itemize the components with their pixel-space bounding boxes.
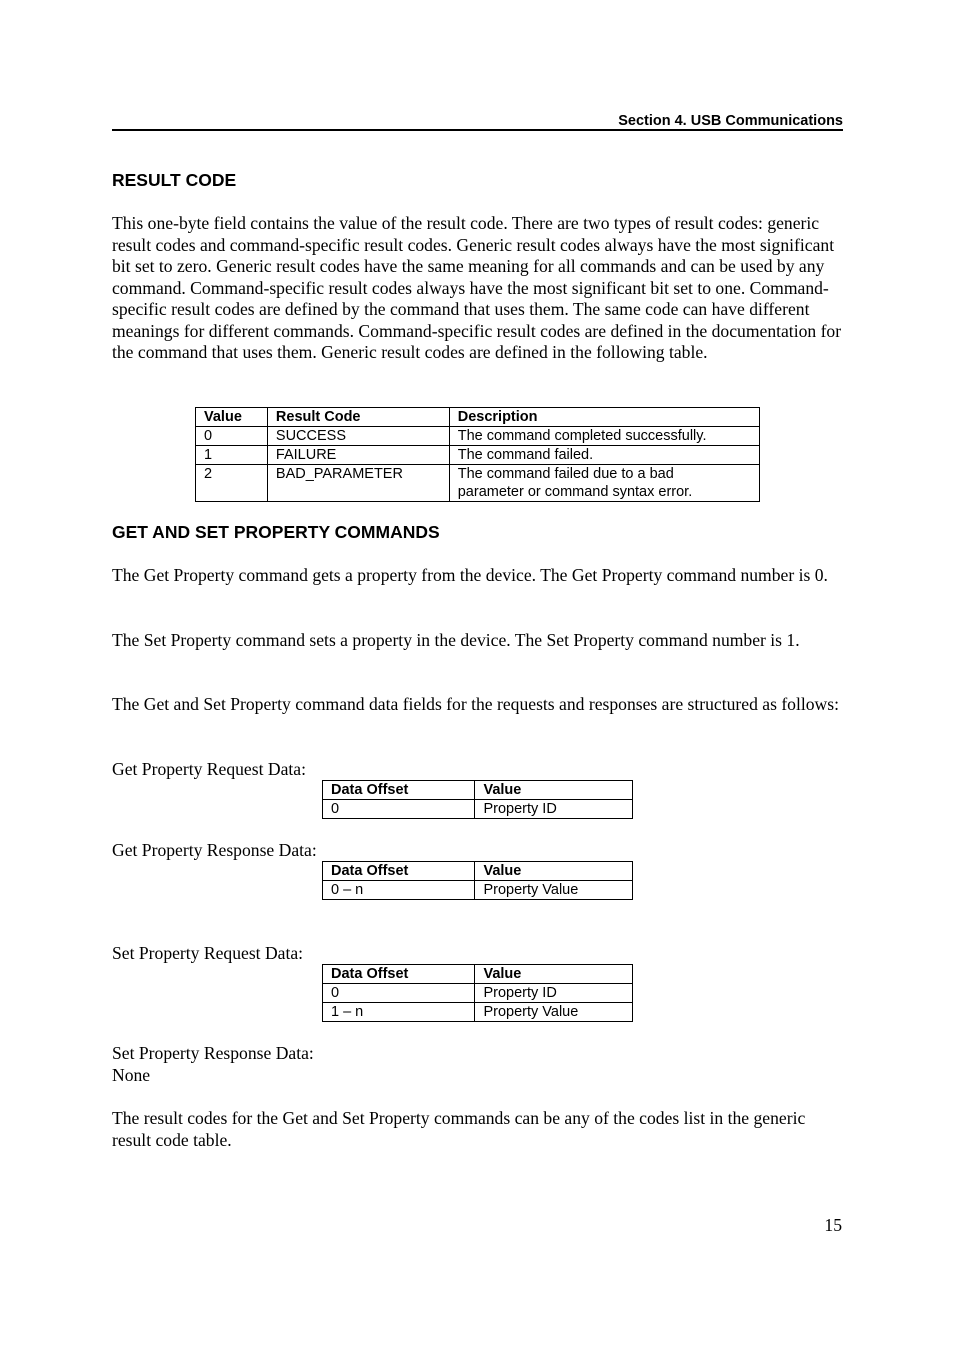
table-cell: Property Value [475,1003,633,1022]
column-header: Result Code [267,408,449,427]
table-row [196,427,760,446]
column-header: Value [475,862,633,881]
column-header: Value [475,781,633,800]
result-code-heading: RESULT CODE [112,170,237,190]
table-cell: 0 – n [323,881,475,900]
table-cell: 1 – n [323,1003,475,1022]
table-cell: 0 [323,984,475,1003]
structure-paragraph: The Get and Set Property command data fields for the requests and responses are structured as follows: [112,694,839,714]
property-heading: GET AND SET PROPERTY COMMANDS [112,522,440,542]
get-response-label: Get Property Response Data: [112,840,317,860]
table-row [196,465,760,502]
get-request-table [322,780,633,819]
result-code-paragraph: This one-byte field contains the value of the result code. There are two types of result codes: generic result codes and command-specific result codes. Generic result codes always have the most significant bit set to zero. Generic result codes have the same meaning for all commands and can be used by any command. Command-specific result codes always have the most significant bit set to one. Command-specific result codes are defined by the command that uses them. The same code can have different meanings for different commands. Command-specific result codes are defined in the documentation for the command that uses them. Generic result codes are defined in the following table. [112,213,842,362]
column-header: Data Offset [323,862,475,881]
table-header-row [323,862,633,881]
get-response-table [322,861,633,900]
table-cell: Property ID [475,984,633,1003]
column-header: Description [449,408,759,427]
set-request-label: Set Property Request Data: [112,943,304,963]
header-rule [112,129,843,131]
set-request-table [322,964,633,1022]
table-row [323,881,633,900]
get-request-label: Get Property Request Data: [112,759,306,779]
page-number: 15 [824,1215,842,1235]
table-cell: 0 [323,800,475,819]
column-header: Value [475,965,633,984]
table-cell: Property Value [475,881,633,900]
table-cell: SUCCESS [267,427,449,446]
set-response-label: Set Property Response Data: [112,1043,314,1063]
result-codes-paragraph: The result codes for the Get and Set Property commands can be any of the codes list in the generic result code table. [112,1108,806,1150]
set-response-value: None [112,1065,151,1085]
table-cell: The command completed successfully. [449,427,759,446]
table-cell: 0 [196,427,268,446]
section-header: Section 4. USB Communications [618,113,843,129]
column-header: Data Offset [323,781,475,800]
table-cell: 1 [196,446,268,465]
table-row [323,800,633,819]
table-header-row [323,965,633,984]
table-cell: FAILURE [267,446,449,465]
column-header: Data Offset [323,965,475,984]
table-header-row [196,408,760,427]
table-cell: The command failed. [449,446,759,465]
generic-result-code-table [195,407,760,502]
table-cell: BAD_PARAMETER [267,465,449,502]
table-cell: The command failed due to a bad parameter or command syntax error. [449,465,759,502]
table-row [323,1003,633,1022]
set-property-paragraph: The Set Property command sets a property in the device. The Set Property command number is 1. [112,630,800,650]
table-cell: 2 [196,465,268,502]
get-property-paragraph: The Get Property command gets a property from the device. The Get Property command number is 0. [112,565,828,585]
table-row [323,984,633,1003]
column-header: Value [196,408,268,427]
table-cell: Property ID [475,800,633,819]
table-row [196,446,760,465]
table-header-row [323,781,633,800]
